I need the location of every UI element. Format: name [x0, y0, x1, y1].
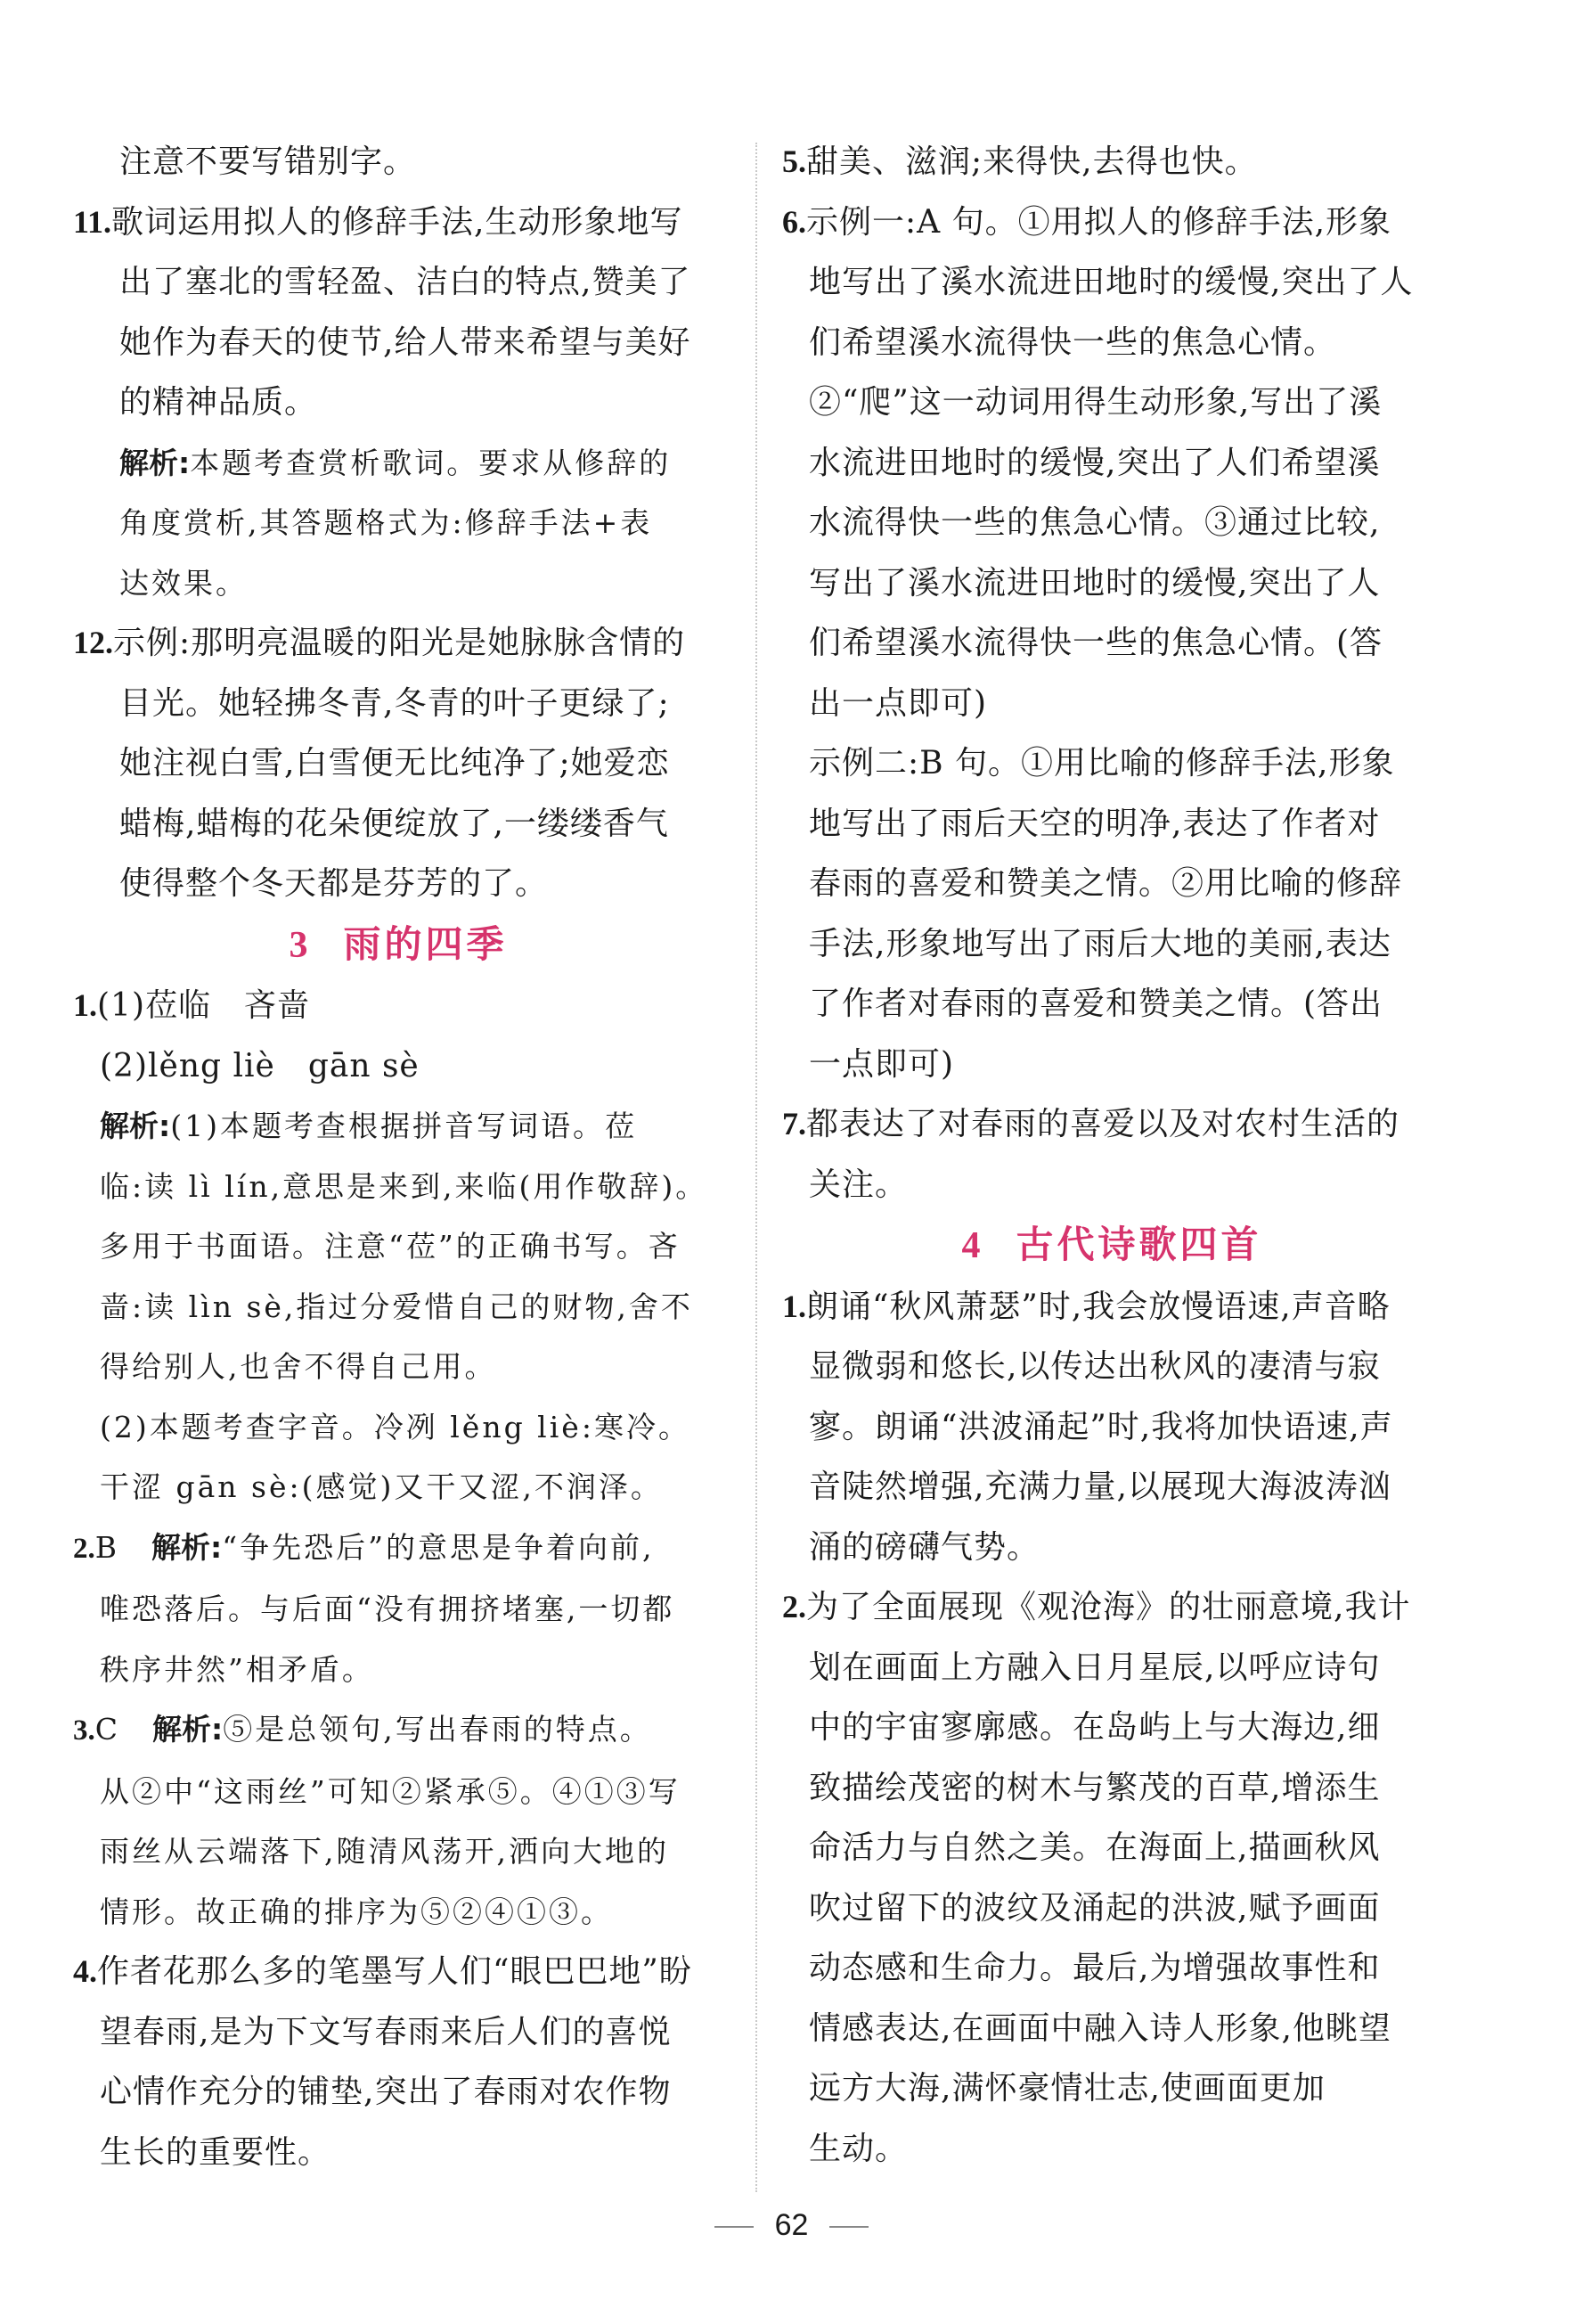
text-line [782, 914, 1441, 975]
line-text: (2)lěng liè gān sè [100, 1047, 420, 1084]
text-line [73, 433, 723, 494]
section-title: 古代诗歌四首 [1016, 1223, 1262, 1266]
line-text: 望春雨,是为下文写春雨来后人们的喜悦 [100, 2013, 672, 2050]
item-number: 6. [782, 203, 806, 240]
text-line [73, 1882, 723, 1943]
line-text: 示例二:B 句。①用比喻的修辞手法,形象 [809, 745, 1395, 781]
text-line [73, 1277, 723, 1338]
text-line [73, 1821, 723, 1882]
line-text: 本题考查赏析歌词。要求从修辞的 [190, 445, 672, 480]
line-text: 她作为春天的使节,给人带来希望与美好 [119, 323, 691, 361]
text-line [73, 1579, 723, 1640]
text-line [782, 1035, 1441, 1095]
answer-item [73, 1942, 723, 2002]
line-text: 得给别人,也舍不得自己用。 [100, 1349, 497, 1384]
line-text: 水流得快一些的焦急心情。③通过比较, [809, 504, 1381, 541]
analysis-label: 解析: [152, 1712, 224, 1747]
line-text: 们希望溪水流得快一些的焦急心情。 [809, 323, 1337, 361]
text-line [73, 1157, 723, 1217]
answer-item [73, 1699, 723, 1762]
column-divider [755, 143, 757, 2192]
line-text: 干涩 gān sè:(感觉)又干又涩,不润泽。 [100, 1469, 663, 1504]
line-text: 从②中“这雨丝”可知②紧承⑤。④①③写 [100, 1773, 681, 1809]
line-text: 示例一:A 句。①用拟人的修辞手法,形象 [806, 203, 1392, 241]
answer-item [782, 1277, 1441, 1338]
text-line [782, 313, 1441, 373]
answer-item [782, 192, 1441, 253]
text-line [782, 1457, 1441, 1518]
page-footer [0, 2208, 1583, 2243]
line-text: 了作者对春雨的喜爱和赞美之情。(答出 [809, 986, 1383, 1022]
line-text: 情感表达,在画面中融入诗人形象,他眺望 [809, 2009, 1391, 2047]
left-column [73, 132, 723, 2182]
line-text: 春雨的喜爱和赞美之情。②用比喻的修辞 [809, 865, 1403, 902]
line-text: 划在画面上方融入日月星辰,以呼应诗句 [809, 1649, 1381, 1686]
line-text: 注意不要写错别字。 [119, 143, 417, 180]
answer-choice: C [94, 1712, 152, 1747]
line-text: 出一点即可) [809, 684, 988, 722]
line-text: 的精神品质。 [119, 384, 318, 421]
line-text: 动态感和生命力。最后,为增强故事性和 [809, 1950, 1381, 1986]
line-text: 情形。故正确的排序为⑤②④①③。 [100, 1894, 613, 1929]
line-text: 命活力与自然之美。在海面上,描画秋风 [809, 1829, 1381, 1866]
page-number: 62 [774, 2208, 809, 2242]
text-line [782, 493, 1441, 553]
line-text: 音陡然增强,充满力量,以展现大海波涛汹 [809, 1469, 1391, 1505]
text-line [73, 1762, 723, 1822]
text-line [782, 854, 1441, 914]
text-line [73, 1640, 723, 1700]
item-number: 7. [782, 1106, 806, 1142]
answer-item [782, 1094, 1441, 1155]
line-text: (1)莅临 吝啬 [97, 987, 310, 1024]
line-text: 们希望溪水流得快一些的焦急心情。(答 [809, 625, 1383, 661]
line-text: 寥。朗诵“洪波涌起”时,我将加快语速,声 [809, 1408, 1393, 1445]
answer-item [73, 1518, 723, 1580]
line-text: 水流进田地时的缓慢,突出了人们希望溪 [809, 444, 1381, 481]
section-title: 雨的四季 [343, 921, 508, 966]
line-text: 朗诵“秋风萧瑟”时,我会放慢语速,声音略 [806, 1288, 1391, 1325]
line-text: 远方大海,满怀豪情壮志,使画面更加 [809, 2070, 1326, 2107]
line-text: 蜡梅,蜡梅的花朵便绽放了,一缕缕香气 [119, 805, 669, 842]
text-line [782, 252, 1441, 313]
text-line [73, 733, 723, 794]
text-line [782, 1337, 1441, 1397]
line-text: 雨丝从云端落下,随清风荡开,洒向大地的 [100, 1834, 669, 1869]
item-number: 2. [73, 1532, 95, 1565]
line-text: 生长的重要性。 [100, 2133, 331, 2171]
text-line [782, 1698, 1441, 1758]
text-line [73, 2062, 723, 2123]
line-text: “争先恐后”的意思是争着向前, [222, 1529, 655, 1565]
section-number: 3 [289, 924, 312, 966]
item-number: 5. [782, 143, 806, 179]
item-number: 12. [73, 625, 113, 660]
item-number: 4. [73, 1953, 97, 1989]
item-number: 1. [73, 987, 97, 1023]
text-line [782, 1758, 1441, 1819]
item-number: 11. [73, 203, 112, 240]
line-text: 中的宇宙寥廓感。在岛屿上与大海边,细 [809, 1709, 1381, 1746]
item-number: 2. [782, 1589, 806, 1624]
text-line [782, 1638, 1441, 1698]
line-text: 她注视白雪,白雪便无比纯净了;她爱恋 [119, 745, 670, 781]
item-number: 1. [782, 1288, 806, 1324]
text-line [782, 433, 1441, 494]
analysis-label: 解析: [100, 1109, 171, 1143]
text-line [782, 613, 1441, 674]
line-text: 涌的磅礴气势。 [809, 1528, 1040, 1566]
text-line [73, 252, 723, 313]
line-text: 唯恐落后。与后面“没有拥挤堵塞,一切都 [100, 1592, 675, 1626]
line-text: 吹过留下的波纹及涌起的洪波,赋予画面 [809, 1889, 1381, 1927]
text-line [782, 794, 1441, 855]
analysis-label: 解析: [119, 445, 191, 480]
answer-item [782, 132, 1441, 192]
line-text: 地写出了溪水流进田地时的缓慢,突出了人 [809, 264, 1414, 300]
text-line [73, 553, 723, 614]
text-line [782, 733, 1441, 794]
section-number: 4 [961, 1225, 984, 1266]
line-text: 写出了溪水流进田地时的缓慢,突出了人 [809, 564, 1381, 601]
line-text: 角度赏析,其答题格式为:修辞手法+表 [119, 505, 653, 540]
answer-item [73, 613, 723, 674]
line-text: (2)本题考查字音。冷冽 lěng liè:寒冷。 [100, 1409, 690, 1444]
line-text: 秩序井然”相矛盾。 [100, 1651, 374, 1687]
line-text: 致描绘茂密的树木与繁茂的百草,增添生 [809, 1769, 1381, 1806]
text-line [782, 2119, 1441, 2180]
text-line [73, 1457, 723, 1518]
footer-dash-right [829, 2226, 869, 2228]
text-line [782, 1397, 1441, 1458]
text-line [73, 313, 723, 373]
footer-dash-left [714, 2226, 754, 2228]
text-line [782, 372, 1441, 433]
line-text: ②“爬”这一动词用得生动形象,写出了溪 [809, 384, 1383, 421]
text-line [73, 2123, 723, 2183]
text-line [73, 674, 723, 734]
line-text: 都表达了对春雨的喜爱以及对农村生活的 [806, 1106, 1400, 1142]
section-heading [782, 1215, 1441, 1277]
line-text: 心情作充分的铺垫,突出了春雨对农作物 [100, 2074, 672, 2110]
line-text: 作者花那么多的笔墨写人们“眼巴巴地”盼 [97, 1953, 692, 1990]
line-text: 一点即可) [809, 1045, 955, 1083]
text-line [782, 1999, 1441, 2059]
text-line [782, 974, 1441, 1035]
text-line [782, 1518, 1441, 1578]
line-text: ⑤是总领句,写出春雨的特点。 [223, 1712, 652, 1747]
line-text: 显微弱和悠长,以传达出秋风的凄清与寂 [809, 1348, 1381, 1385]
text-line [73, 493, 723, 553]
text-line [73, 1096, 723, 1157]
line-text: 多用于书面语。注意“莅”的正确书写。吝 [100, 1229, 681, 1264]
text-line [73, 794, 723, 855]
section-heading [73, 914, 723, 977]
text-line [782, 1155, 1441, 1215]
text-line [782, 674, 1441, 734]
line-text: 临:读 lì lín,意思是来到,来临(用作敬辞)。 [100, 1168, 708, 1204]
answer-choice: B [94, 1529, 152, 1565]
answer-item [73, 192, 723, 253]
text-line [782, 1818, 1441, 1878]
text-line [782, 553, 1441, 614]
text-line [73, 1337, 723, 1397]
line-text: 示例:那明亮温暖的阳光是她脉脉含情的 [113, 625, 686, 661]
text-line [73, 1397, 723, 1458]
line-text: 甜美、滋润;来得快,去得也快。 [806, 143, 1258, 180]
text-line [782, 1878, 1441, 1939]
line-text: 生动。 [809, 2130, 909, 2167]
line-text: 歌词运用拟人的修辞手法,生动形象地写 [111, 203, 683, 241]
text-line [782, 2058, 1441, 2119]
answer-item [73, 976, 723, 1036]
text-line [73, 1036, 723, 1097]
item-number: 3. [73, 1714, 95, 1747]
line-text: 达效果。 [119, 565, 248, 601]
text-line [73, 372, 723, 433]
line-text: 关注。 [809, 1166, 909, 1203]
line-text: (1)本题考查根据拼音写词语。莅 [170, 1109, 637, 1143]
line-text: 为了全面展现《观沧海》的壮丽意境,我计 [806, 1589, 1411, 1625]
text-line [73, 2002, 723, 2063]
text-line [73, 132, 723, 192]
line-text: 地写出了雨后天空的明净,表达了作者对 [809, 805, 1381, 842]
text-line [73, 854, 723, 914]
text-line [73, 1216, 723, 1277]
answer-item [782, 1577, 1441, 1638]
analysis-label: 解析: [151, 1529, 223, 1565]
line-text: 啬:读 lìn sè,指过分爱惜自己的财物,舍不 [100, 1289, 693, 1324]
line-text: 目光。她轻拂冬青,冬青的叶子更绿了; [119, 684, 670, 722]
text-line [782, 1938, 1441, 1999]
line-text: 使得整个冬天都是芬芳的了。 [119, 865, 549, 902]
line-text: 出了塞北的雪轻盈、洁白的特点,赞美了 [119, 264, 691, 300]
right-column [782, 132, 1441, 2179]
line-text: 手法,形象地写出了雨后大地的美丽,表达 [809, 925, 1391, 962]
